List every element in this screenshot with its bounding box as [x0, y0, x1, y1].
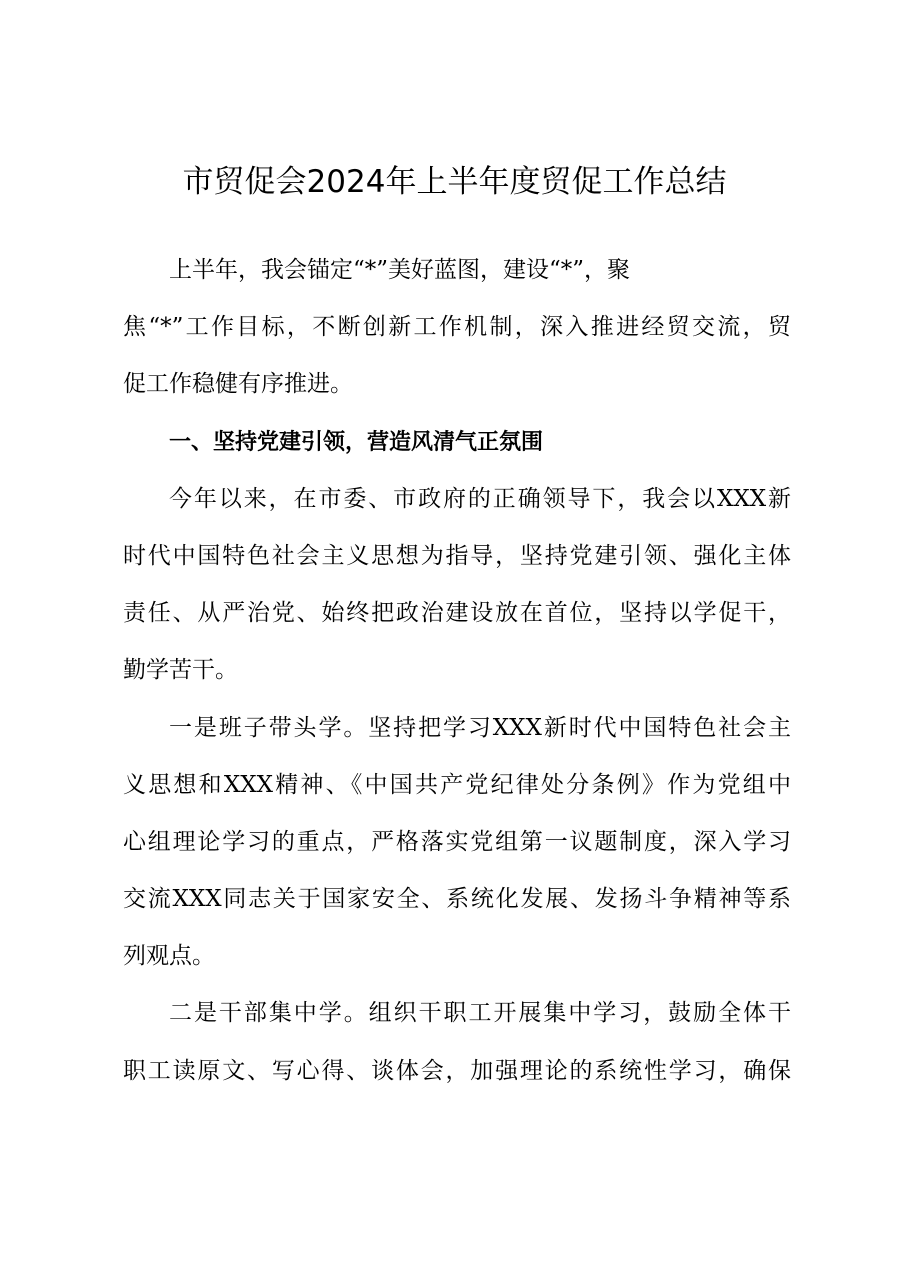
paragraph-line: 列观点。	[123, 943, 215, 970]
paragraph-line: 今年以来，在市委、市政府的正确领导下，我会以XXX新	[169, 485, 791, 512]
paragraph-line: 焦“*”工作目标，不断创新工作机制，深入推进经贸交流，贸	[123, 314, 791, 341]
paragraph-line: 义思想和XXX精神、《中国共产党纪律处分条例》作为党组中	[123, 771, 791, 798]
paragraph-line: 上半年，我会锚定“*”美好蓝图，建设“*”，聚	[169, 257, 631, 283]
paragraph-line: 勤学苦干。	[123, 657, 238, 684]
paragraph-line: 促工作稳健有序推进。	[123, 371, 353, 398]
paragraph-line: 二是干部集中学。组织干职工开展集中学习，鼓励全体干	[169, 1000, 791, 1027]
document-body	[123, 242, 791, 1100]
section-heading: 一、坚持党建引领，营造风清气正氛围	[169, 429, 544, 455]
paragraph-line: 心组理论学习的重点，严格落实党组第一议题制度，深入学习	[123, 828, 791, 855]
paragraph-line: 时代中国特色社会主义思想为指导，坚持党建引领、强化主体	[123, 542, 791, 569]
paragraph-line: 职工读原文、写心得、谈体会，加强理论的系统性学习，确保	[123, 1057, 791, 1084]
document-title: 市贸促会2024年上半年度贸促工作总结	[182, 164, 727, 200]
paragraph-line: 交流XXX同志关于国家安全、系统化发展、发扬斗争精神等系	[123, 886, 791, 913]
paragraph-line: 责任、从严治党、始终把政治建设放在首位，坚持以学促干，	[123, 600, 791, 627]
paragraph-line: 一是班子带头学。坚持把学习XXX新时代中国特色社会主	[169, 714, 791, 741]
